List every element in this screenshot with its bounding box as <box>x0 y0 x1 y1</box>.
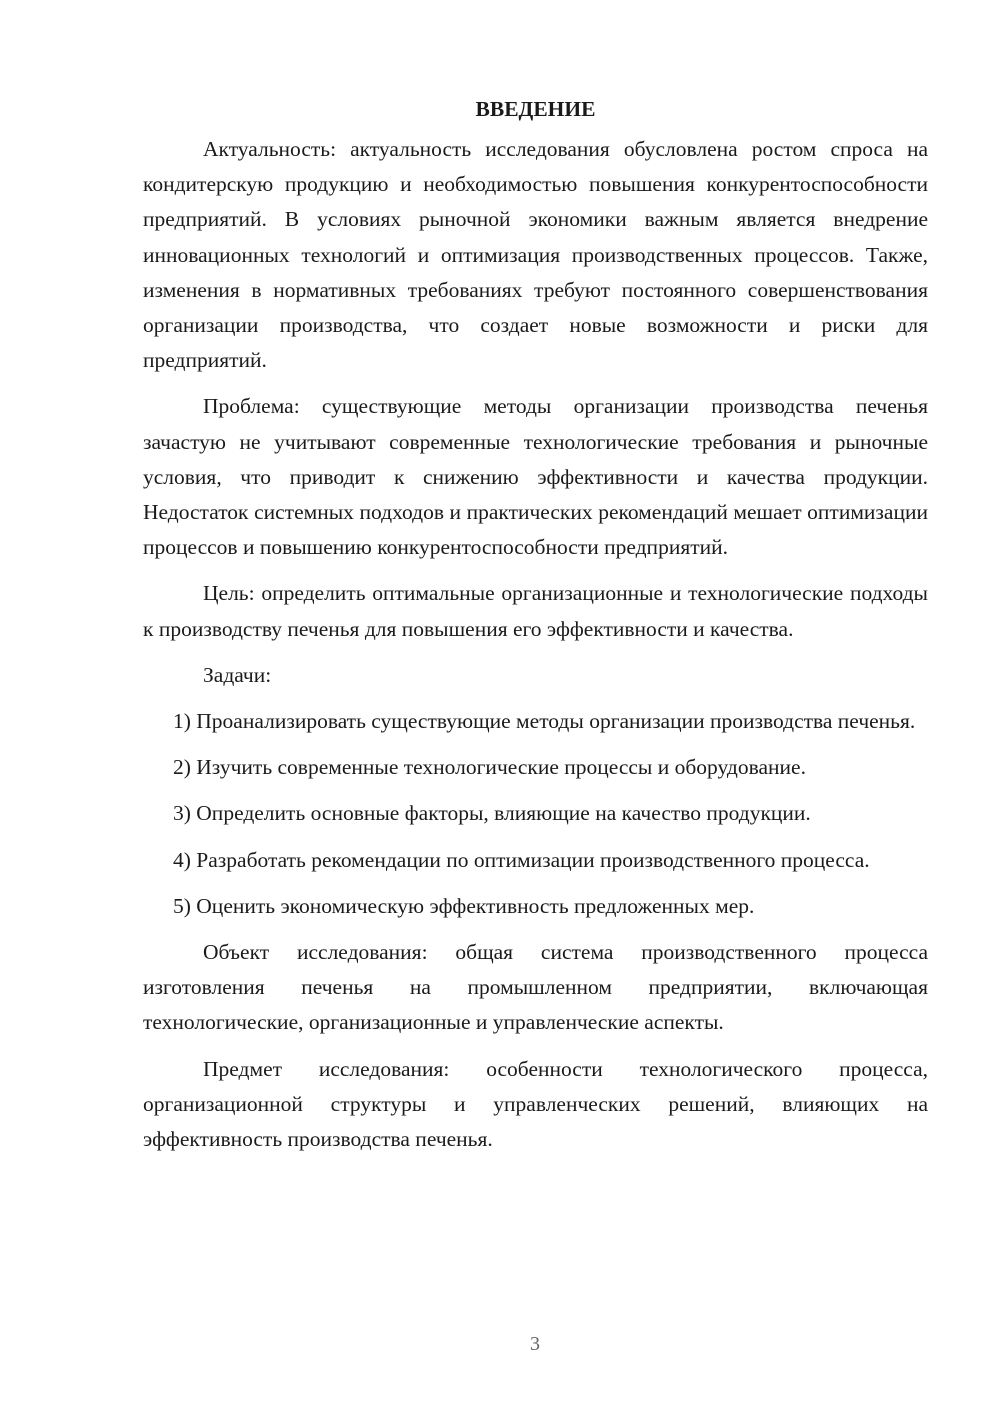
paragraph-relevance: Актуальность: актуальность исследования обусловлена ростом спроса на кондитерскую продукцию и необходимостью повышения конкурентоспособности предприятий. В условиях рыночной экономики важным является внедрение инновационных технологий и оптимизация производственных процессов. Также, изменения в нормативных требованиях требуют постоянного совершенствования организации производства, что создает новые возможности и риски для предприятий. <box>143 137 928 373</box>
page-number: 3 <box>530 1333 540 1355</box>
paragraph-subject: Предмет исследования: особенности технологического процесса, организационной структуры и управленческих решений, влияющих на эффективность производства печенья. <box>143 1056 928 1152</box>
task-item-4: 4) Разработать рекомендации по оптимизации производственного процесса. <box>173 847 870 872</box>
paragraph-goal: Цель: определить оптимальные организационные и технологические подходы к производству печенья для повышения его эффективности и качества. <box>143 581 928 641</box>
document-page <box>143 92 928 1168</box>
paragraph-object: Объект исследования: общая система производственного процесса изготовления печенья на промышленном предприятии, включающая технологические, организационные и управленческие аспекты. <box>143 940 928 1035</box>
tasks-heading: Задачи: <box>203 662 272 687</box>
task-item-2: 2) Изучить современные технологические процессы и оборудование. <box>173 755 806 780</box>
task-item-3: 3) Определить основные факторы, влияющие на качество продукции. <box>173 801 811 826</box>
paragraph-problem: Проблема: существующие методы организации производства печенья зачастую не учитывают современные технологические требования и рыночные условия, что приводит к снижению эффективности и качества продукции. Недостаток системных подходов и практических рекомендаций мешает оптимизации процессов и повышению конкурентоспособности предприятий. <box>143 394 928 560</box>
task-item-1: 1) Проанализировать существующие методы организации производства печенья. <box>173 709 916 734</box>
section-title: ВВЕДЕНИЕ <box>475 97 596 121</box>
task-item-5: 5) Оценить экономическую эффективность предложенных мер. <box>173 893 755 918</box>
